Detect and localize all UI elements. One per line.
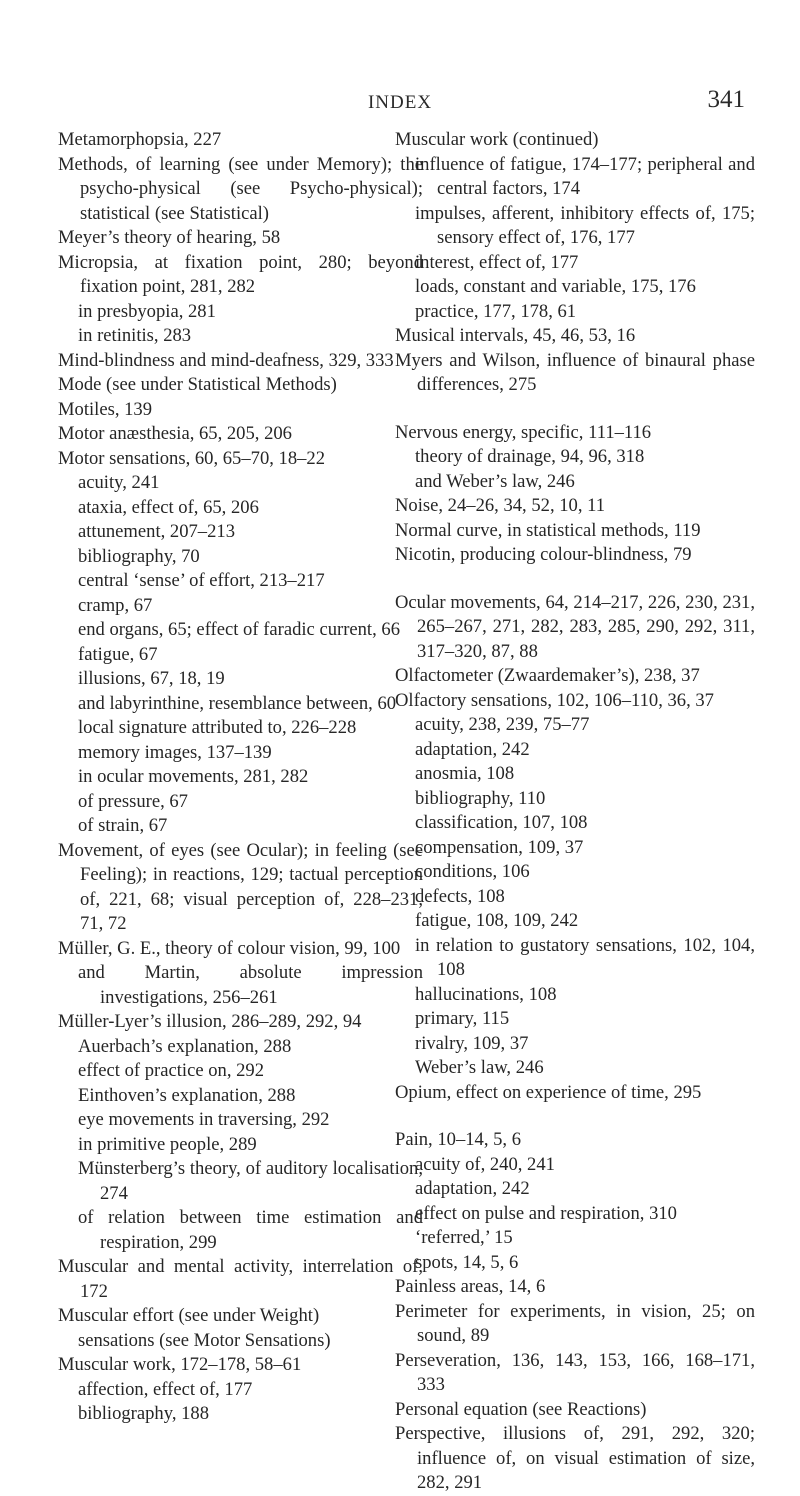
index-subentry: end organs, 65; effect of faradic current, 66: [78, 619, 400, 640]
index-subentry: bibliography, 70: [78, 545, 200, 567]
index-subentry: in presbyopia, 281: [78, 300, 216, 322]
index-entry: Muscular and mental activity, interrelation of, 172: [58, 1256, 423, 1302]
index-entry: Muscular effort (see under Weight): [58, 1305, 320, 1326]
index-subentry: influence of fatigue, 174–177; peripheral and central factors, 174: [415, 153, 755, 199]
index-subentry: effect on pulse and respiration, 310: [415, 1202, 677, 1224]
index-subentry: Weber’s law, 246: [415, 1057, 544, 1078]
index-subentry: classification, 107, 108: [415, 812, 588, 833]
index-subentry: illusions, 67, 18, 19: [78, 668, 225, 689]
index-entry: Micropsia, at fixation point, 280; beyond fixation point, 281, 282: [58, 251, 423, 297]
index-entry: Painless areas, 14, 6: [395, 1276, 546, 1297]
index-entry: Methods, of learning (see under Memory); the psycho-physical (see Psycho-physical); statistical (see Statistical): [58, 153, 423, 224]
index-entry: Movement, of eyes (see Ocular); in feeling (see Feeling); in reactions, 129; tactual perception of, 221, 68; visual perception of, 228–231, 71, 72: [58, 839, 423, 934]
index-entry: Muscular work, 172–178, 58–61: [58, 1354, 302, 1375]
index-subentry: interest, effect of, 177: [415, 251, 579, 273]
index-entry: Nicotin, producing colour-blindness, 79: [395, 544, 692, 565]
index-subentry: Auerbach’s explanation, 288: [78, 1035, 292, 1057]
index-subentry: cramp, 67: [78, 594, 153, 616]
index-subentry: bibliography, 188: [78, 1403, 210, 1424]
index-entry: Olfactory sensations, 102, 106–110, 36, 37: [395, 689, 714, 711]
index-entry: Musical intervals, 45, 46, 53, 16: [395, 325, 636, 346]
index-entry: Muscular work (continued): [395, 129, 599, 150]
index-subentry: and Martin, absolute impression investigations, 256–261: [78, 962, 423, 1008]
index-subentry: fatigue, 108, 109, 242: [415, 910, 579, 931]
index-entry: Olfactometer (Zwaardemaker’s), 238, 37: [395, 665, 700, 686]
index-subentry: theory of drainage, 94, 96, 318: [415, 446, 645, 467]
index-subentry: loads, constant and variable, 175, 176: [415, 276, 696, 297]
index-subentry: Einthoven’s explanation, 288: [78, 1084, 296, 1106]
index-entry: Noise, 24–26, 34, 52, 10, 11: [395, 495, 606, 516]
index-subentry: acuity, 238, 239, 75–77: [415, 714, 590, 735]
index-subentry: memory images, 137–139: [78, 741, 272, 763]
index-entry: Perseveration, 136, 143, 153, 166, 168–171, 333: [395, 1349, 755, 1395]
index-subentry: defects, 108: [415, 885, 505, 907]
index-subentry: attunement, 207–213: [78, 521, 235, 542]
index-subentry: anosmia, 108: [415, 763, 515, 784]
index-subentry: rivalry, 109, 37: [415, 1032, 529, 1054]
index-subentry: fatigue, 67: [78, 643, 158, 665]
index-subentry: ‘referred,’ 15: [415, 1227, 513, 1248]
index-column-left: [58, 128, 423, 1427]
index-subentry: local signature attributed to, 226–228: [78, 717, 357, 738]
index-subentry: impulses, afferent, inhibitory effects of, 175; sensory effect of, 176, 177: [415, 202, 755, 248]
index-subentry: and Weber’s law, 246: [415, 470, 575, 492]
index-subentry: acuity of, 240, 241: [415, 1153, 555, 1175]
index-entry: Meyer’s theory of hearing, 58: [58, 227, 281, 248]
index-entry: Normal curve, in statistical methods, 119: [395, 519, 701, 541]
index-subentry: ataxia, effect of, 65, 206: [78, 496, 259, 518]
index-subentry: bibliography, 110: [415, 787, 546, 809]
index-entry: Motiles, 139: [58, 398, 153, 420]
index-subentry: spots, 14, 5, 6: [415, 1251, 519, 1273]
index-entry: Müller, G. E., theory of colour vision, 99, 100: [58, 937, 401, 959]
index-subentry: effect of practice on, 292: [78, 1060, 265, 1081]
index-subentry: of relation between time estimation and respiration, 299: [78, 1207, 423, 1253]
index-entry: Nervous energy, specific, 111–116: [395, 421, 652, 443]
index-subentry: in primitive people, 289: [78, 1133, 257, 1155]
index-subentry: compensation, 109, 37: [415, 836, 584, 858]
index-subentry: in ocular movements, 281, 282: [78, 766, 309, 787]
index-subentry: sensations (see Motor Sensations): [78, 1329, 331, 1351]
index-subentry: affection, effect of, 177: [78, 1378, 253, 1400]
index-subentry: conditions, 106: [415, 861, 530, 882]
index-entry: Motor anæsthesia, 65, 205, 206: [58, 423, 292, 444]
index-subentry: Münsterberg’s theory, of auditory localisation, 274: [78, 1158, 423, 1204]
index-entry: Pain, 10–14, 5, 6: [395, 1129, 522, 1150]
index-subentry: acuity, 241: [78, 472, 160, 493]
index-subentry: adaptation, 242: [415, 738, 530, 760]
index-subentry: adaptation, 242: [415, 1178, 530, 1199]
index-entry: Ocular movements, 64, 214–217, 226, 230, 231, 265–267, 271, 282, 283, 285, 290, 292, 311, 317–320, 87, 88: [395, 591, 755, 662]
index-subentry: primary, 115: [415, 1008, 510, 1029]
index-subentry: in relation to gustatory sensations, 102, 104, 108: [415, 934, 755, 980]
index-entry: Perspective, illusions of, 291, 292, 320; influence of, on visual estimation of size, 282, 291: [395, 1423, 755, 1493]
index-entry: Perimeter for experiments, in vision, 25; on sound, 89: [395, 1300, 755, 1346]
index-subentry: central ‘sense’ of effort, 213–217: [78, 570, 325, 591]
page-number: 341: [707, 86, 745, 113]
index-subentry: and labyrinthine, resemblance between, 60: [78, 692, 397, 714]
index-subentry: hallucinations, 108: [415, 983, 557, 1005]
index-subentry: in retinitis, 283: [78, 325, 192, 346]
index-subentry: practice, 177, 178, 61: [415, 300, 577, 322]
index-entry: Personal equation (see Reactions): [395, 1398, 647, 1420]
index-entry: Myers and Wilson, influence of binaural phase differences, 275: [395, 349, 755, 395]
index-subentry: of strain, 67: [78, 815, 168, 836]
index-entry: Metamorphopsia, 227: [58, 129, 222, 150]
index-entry: Mind-blindness and mind-deafness, 329, 333: [58, 349, 394, 371]
running-title: INDEX: [367, 92, 433, 113]
index-entry: Müller-Lyer’s illusion, 286–289, 292, 94: [58, 1011, 362, 1032]
page-header: [0, 0, 800, 130]
index-subentry: eye movements in traversing, 292: [78, 1109, 330, 1130]
index-entry: Mode (see under Statistical Methods): [58, 374, 337, 395]
index-column-right: [395, 128, 755, 1496]
index-entry: Motor sensations, 60, 65–70, 18–22: [58, 447, 326, 469]
index-subentry: of pressure, 67: [78, 790, 188, 812]
index-entry: Opium, effect on experience of time, 295: [395, 1081, 702, 1103]
